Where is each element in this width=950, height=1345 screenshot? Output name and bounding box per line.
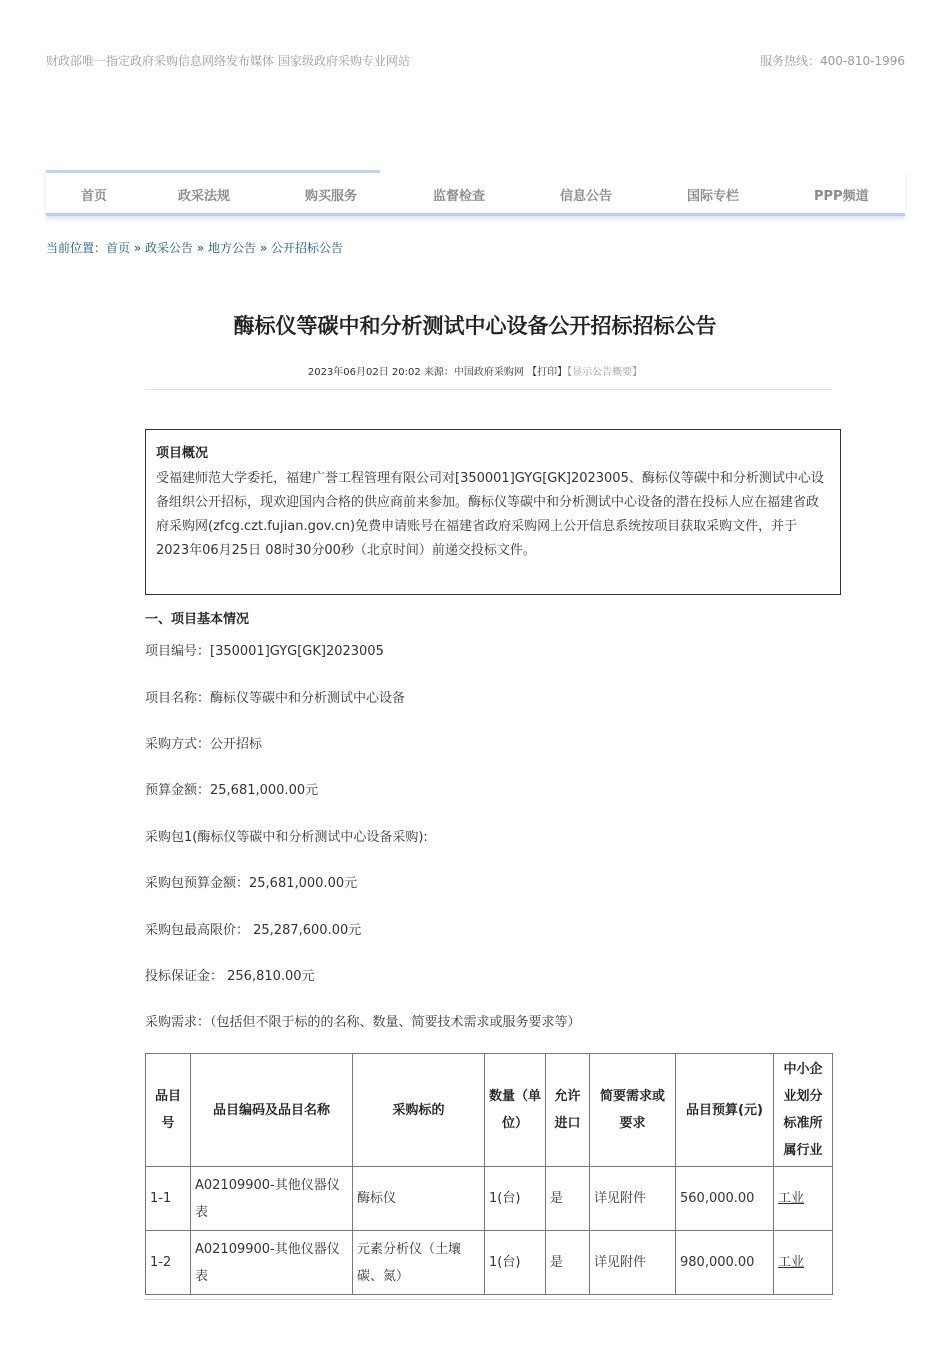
- breadcrumb-separator: »: [130, 241, 146, 255]
- cell-item-no: 1-1: [146, 1167, 191, 1231]
- site-slogan: 财政部唯一指定政府采购信息网络发布媒体 国家级政府采购专业网站: [46, 54, 410, 68]
- print-link[interactable]: 【打印】: [527, 367, 568, 378]
- cell-requirement: 详见附件: [590, 1231, 676, 1295]
- industry-link[interactable]: 工业: [778, 1191, 805, 1206]
- page-title: 酶标仪等碳中和分析测试中心设备公开招标招标公告: [233, 314, 717, 338]
- cell-item-no: 1-2: [146, 1231, 191, 1295]
- service-hotline: 服务热线：400-810-1996: [759, 54, 905, 68]
- breadcrumb-separator: »: [256, 241, 272, 255]
- project-overview-box: [145, 429, 841, 595]
- cell-budget: 980,000.00: [676, 1231, 774, 1295]
- col-header: 简要需求或要求: [590, 1054, 676, 1167]
- nav-item-ppp[interactable]: PPP频道: [814, 189, 869, 204]
- cell-target: 元素分析仪（土壤碳、氮）: [353, 1231, 485, 1295]
- article-meta: [0, 363, 950, 378]
- table-row: [146, 1167, 833, 1231]
- publish-date-source: 2023年06月02日 20:02 来源：中国政府采购网: [307, 367, 524, 378]
- cell-quantity: 1(台): [485, 1167, 546, 1231]
- nav-item-supervision[interactable]: 监督检查: [433, 189, 486, 204]
- cell-budget: 560,000.00: [676, 1167, 774, 1231]
- col-header: 允许进口: [546, 1054, 590, 1167]
- table-row: [146, 1231, 833, 1295]
- procurement-method: 采购方式：公开招标: [145, 737, 263, 752]
- cell-industry: [774, 1167, 833, 1231]
- section-basic-info-heading: 一、项目基本情况: [145, 612, 250, 627]
- col-header: 品目编码及品目名称: [191, 1054, 353, 1167]
- col-header: 品目预算(元): [676, 1054, 774, 1167]
- bottom-divider: [145, 1299, 832, 1300]
- breadcrumb-local-announcements[interactable]: 地方公告: [208, 241, 257, 255]
- top-bar: [46, 52, 905, 70]
- col-header: 中小企业划分标准所属行业: [774, 1054, 833, 1167]
- breadcrumb-separator: »: [193, 241, 209, 255]
- meta-divider: [145, 389, 832, 390]
- breadcrumb-open-tender[interactable]: 公开招标公告: [271, 241, 344, 255]
- col-header: 数量（单位）: [485, 1054, 546, 1167]
- breadcrumb: [46, 239, 343, 256]
- cell-item-code: A02109900-其他仪器仪表: [191, 1167, 353, 1231]
- cell-target: 酶标仪: [353, 1167, 485, 1231]
- main-nav: [46, 170, 905, 216]
- procurement-requirement: 采购需求：（包括但不限于标的的名称、数量、简要技术需求或服务要求等）: [145, 1015, 581, 1030]
- items-table: [145, 1053, 833, 1295]
- breadcrumb-home[interactable]: 首页: [106, 241, 131, 255]
- bid-deposit: 投标保证金： 256,810.00元: [145, 969, 315, 984]
- table-header-row: [146, 1054, 833, 1167]
- cell-industry: [774, 1231, 833, 1295]
- procurement-package: 采购包1(酶标仪等碳中和分析测试中心设备采购):: [145, 830, 428, 845]
- budget-amount: 预算金额：25,681,000.00元: [145, 783, 319, 798]
- cell-item-code: A02109900-其他仪器仪表: [191, 1231, 353, 1295]
- package-max-price: 采购包最高限价： 25,287,600.00元: [145, 923, 362, 938]
- cell-import: 是: [546, 1167, 590, 1231]
- project-number: 项目编号：[350001]GYG[GK]2023005: [145, 644, 384, 659]
- industry-link[interactable]: 工业: [778, 1255, 805, 1270]
- nav-item-announcements[interactable]: 信息公告: [560, 189, 613, 204]
- project-name: 项目名称：酶标仪等碳中和分析测试中心设备: [145, 691, 406, 706]
- col-header: 品目号: [146, 1054, 191, 1167]
- show-summary-link[interactable]: 【显示公告概要】: [567, 367, 643, 378]
- cell-quantity: 1(台): [485, 1231, 546, 1295]
- col-header: 采购标的: [353, 1054, 485, 1167]
- cell-requirement: 详见附件: [590, 1167, 676, 1231]
- breadcrumb-gov-announcements[interactable]: 政采公告: [145, 241, 194, 255]
- nav-accent-line: [46, 170, 380, 173]
- overview-text: 受福建师范大学委托，福建广誉工程管理有限公司对[350001]GYG[GK]2023005、酶标仪等碳中和分析测试中心设备组织公开招标，现欢迎国内合格的供应商前来参加。酶标仪等碳中和分析测试中心设备的潜在投标人应在福建省政府采购网(zfcg.czt.fujian.gov.cn)免费申请账号在福建省政府采购网上公开信息系统按项目获取采购文件，并于2023年06月25日 08时30分00秒（北京时间）前递交投标文件。: [156, 471, 824, 558]
- nav-item-international[interactable]: 国际专栏: [687, 189, 740, 204]
- overview-heading: 项目概况: [156, 446, 209, 461]
- breadcrumb-prefix: 当前位置：: [46, 241, 107, 255]
- cell-import: 是: [546, 1231, 590, 1295]
- nav-item-regulations[interactable]: 政采法规: [178, 189, 231, 204]
- nav-item-home[interactable]: 首页: [81, 189, 108, 204]
- package-budget: 采购包预算金额：25,681,000.00元: [145, 876, 358, 891]
- nav-item-purchase-service[interactable]: 购买服务: [305, 189, 358, 204]
